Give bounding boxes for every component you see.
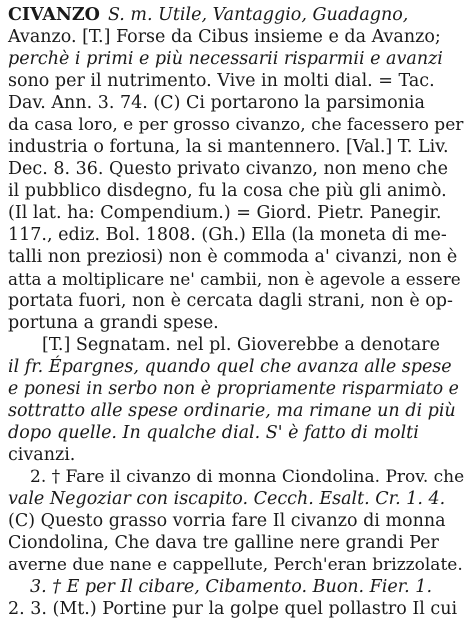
entry-line: da casa loro, e per grosso civanzo, che facessero per	[8, 115, 464, 135]
entry-line: S. m. Utile, Vantaggio, Guadagno,	[107, 5, 409, 25]
entry-line: perchè i primi e più necessarii risparmii e avanzi	[8, 49, 443, 69]
entry-line: Dav. Ann. 3. 74. (C) Ci portarono la parsimonia	[8, 93, 425, 113]
entry-line: Avanzo. [T.] Forse da Cibus insieme e da Avanzo;	[8, 27, 441, 47]
entry-line: talli non preziosi) non è commoda a' civanzi, non è	[8, 247, 458, 267]
entry-line: sottratto alle spese ordinarie, ma rimane un di più	[8, 401, 456, 421]
entry-line: Dec. 8. 36. Questo privato civanzo, non meno che	[8, 159, 448, 179]
entry-line: dopo quelle. In qualche dial. S' è fatto di molti	[8, 423, 419, 443]
entry-line: Ciondolina, Che dava tre galline nere grandi Per	[8, 533, 439, 553]
entry-line: 3. † E per Il cibare, Cibamento. Buon. Fier. 1.	[30, 577, 433, 597]
entry-line: [T.] Segnatam. nel pl. Gioverebbe a denotare	[42, 335, 440, 355]
entry-line: sono per il nutrimento. Vive in molti dial. = Tac.	[8, 71, 435, 91]
entry-line: 2. 3. (Mt.) Portine pur la golpe quel pollastro Il cui	[8, 599, 458, 619]
entry-line: portata fuori, non è cercata dagli strani, non è op-	[8, 291, 453, 311]
entry-line: il pubblico disdegno, fu la cosa che più gli animò.	[8, 181, 447, 201]
entry-line: (Il lat. ha: Compendium.) = Giord. Pietr. Panegir.	[8, 203, 442, 223]
entry-line: portuna a grandi spese.	[8, 313, 219, 333]
entry-line: vale Negoziar con iscapito. Cecch. Esalt. Cr. 1. 4.	[8, 489, 446, 509]
entry-line: il fr. Épargnes, quando quel che avanza alle spese	[8, 357, 452, 377]
entry-line: e ponesi in serbo non è propriamente risparmiato e	[8, 379, 459, 399]
headword: CIVANZO	[8, 5, 100, 25]
entry-line: averne due nane e cappellute, Perch'eran brizzolate.	[8, 555, 463, 575]
line-1	[8, 4, 464, 26]
entry-line: 2. † Fare il civanzo di monna Ciondolina. Prov. che	[30, 467, 465, 487]
entry-line: civanzi.	[8, 445, 76, 465]
entry-line: industria o fortuna, la si mantennero. [Val.] T. Liv.	[8, 137, 449, 157]
entry-line: (C) Questo grasso vorria fare Il civanzo di monna	[8, 511, 446, 531]
entry-line: atta a moltiplicare ne' cambii, non è agevole a essere	[8, 269, 461, 289]
entry-line: 117., ediz. Bol. 1808. (Gh.) Ella (la moneta di me-	[8, 225, 447, 245]
